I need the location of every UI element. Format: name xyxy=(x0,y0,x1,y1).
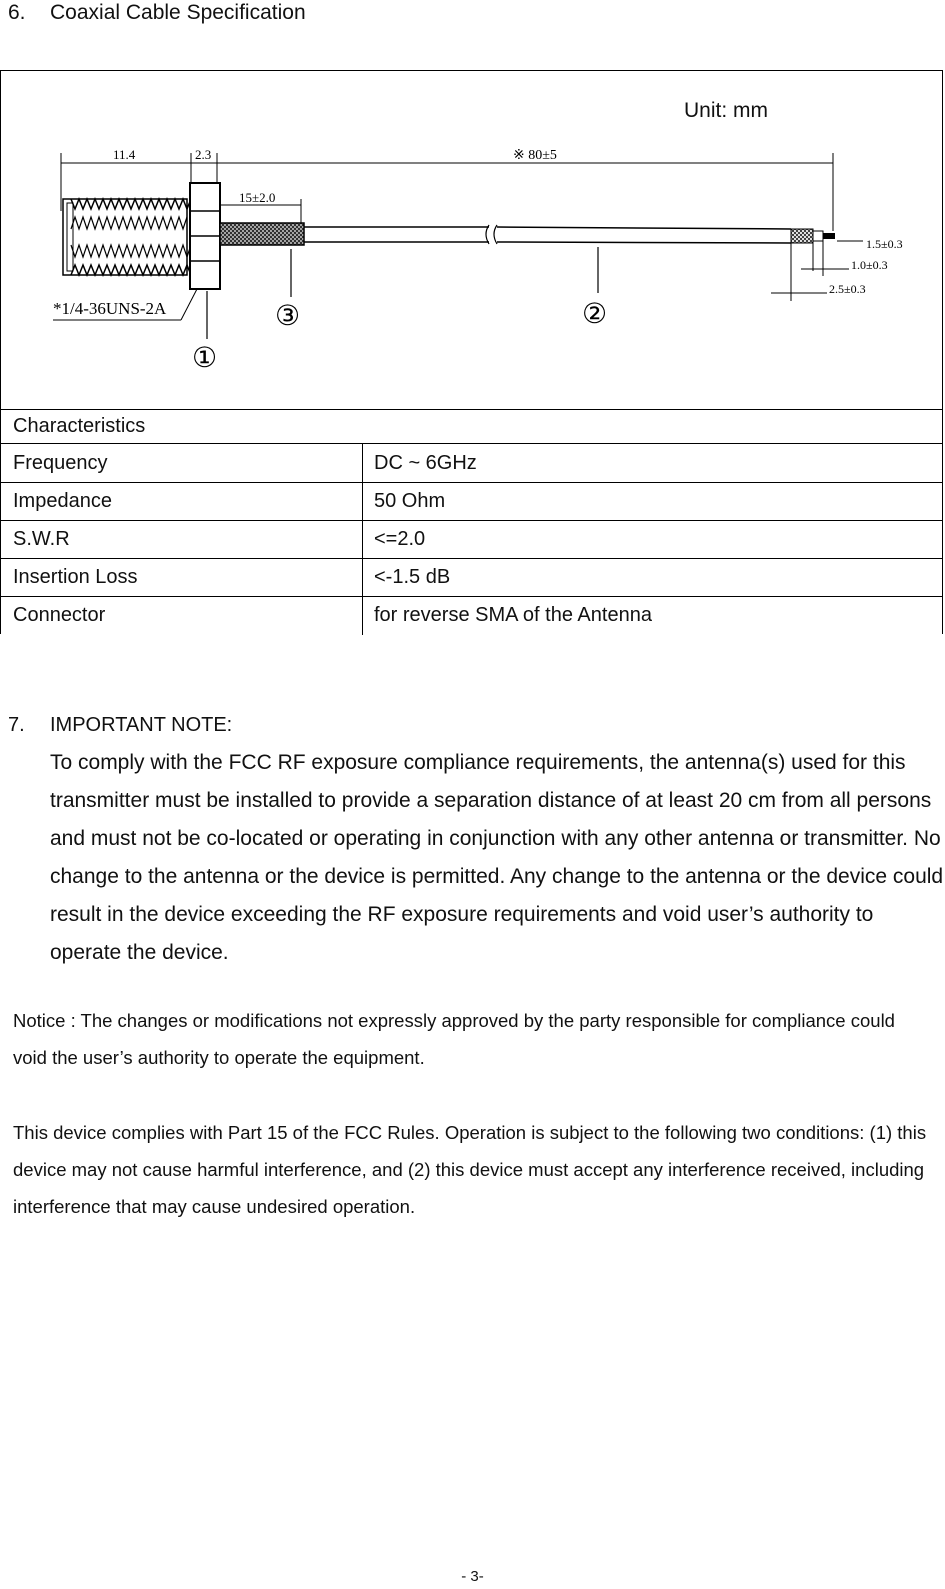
spec-value: DC ~ 6GHz xyxy=(374,452,477,474)
dim-2-3: 2.3 xyxy=(195,147,212,162)
dim-2-5: 2.5±0.3 xyxy=(829,282,866,296)
cable-drawing xyxy=(1,71,942,410)
section-6-heading xyxy=(8,0,306,26)
thread-spec: *1/4-36UNS-2A xyxy=(53,299,167,318)
spec-value: <=2.0 xyxy=(374,528,426,550)
dim-80: ※ 80±5 xyxy=(513,148,557,163)
spec-key: Impedance xyxy=(13,490,112,512)
dim-1-5: 1.5±0.3 xyxy=(866,237,903,251)
callout-2: ② xyxy=(582,299,608,330)
important-note xyxy=(8,712,944,972)
spec-row-swr xyxy=(1,520,942,559)
unit-label: Unit: mm xyxy=(684,99,768,122)
section-number: 7. xyxy=(8,714,25,736)
spec-value: for reverse SMA of the Antenna xyxy=(374,604,652,626)
page-number: - 3- xyxy=(461,1568,484,1585)
spec-value: 50 Ohm xyxy=(374,490,446,512)
fcc-statement: This device complies with Part 15 of the FCC Rules. Operation is subject to the following two conditions: (1) this device may not cause harmful interference, and (2) this device must accept any interference received, including interference that may cause undesired operation. xyxy=(13,1122,927,1217)
spec-row-impedance xyxy=(1,482,942,521)
spec-key: Connector xyxy=(13,604,106,626)
spec-row-insertion-loss xyxy=(1,558,942,597)
section-number: 6. xyxy=(8,1,26,24)
spec-box xyxy=(0,70,943,634)
callout-1: ① xyxy=(192,343,218,374)
callout-3: ③ xyxy=(275,301,301,332)
section-title: IMPORTANT NOTE: xyxy=(50,714,233,736)
dim-11-4: 11.4 xyxy=(113,147,136,162)
spec-key: S.W.R xyxy=(13,528,70,550)
spec-key: Frequency xyxy=(13,452,108,474)
cable-body xyxy=(304,225,835,244)
hex-nut xyxy=(190,183,220,289)
spec-row-connector xyxy=(1,596,942,634)
spec-value: <-1.5 dB xyxy=(374,566,451,588)
dim-1-0: 1.0±0.3 xyxy=(851,258,888,272)
important-note-body: To comply with the FCC RF exposure compliance requirements, the antenna(s) used for this transmitter must be installed to provide a separation distance of at least 20 cm from all persons and must not be co-located or operating in conjunction with any other antenna or transmitter. No change to the antenna or the device is permitted. Any change to the antenna or the device could result in the device exceeding the RF exposure requirements and void user’s authority to operate the device. xyxy=(50,751,944,964)
characteristics-header: Characteristics xyxy=(1,409,942,444)
spec-row-frequency xyxy=(1,444,942,483)
connector-thread xyxy=(63,199,195,275)
notice-paragraph: Notice : The changes or modifications not expressly approved by the party responsible for compliance could void the user’s authority to operate the equipment. xyxy=(13,1010,895,1068)
spec-key: Insertion Loss xyxy=(13,566,138,588)
section-title: Coaxial Cable Specification xyxy=(50,1,306,24)
dim-15: 15±2.0 xyxy=(239,190,276,205)
section-7-heading xyxy=(8,712,938,738)
cable-diagram xyxy=(1,71,942,409)
